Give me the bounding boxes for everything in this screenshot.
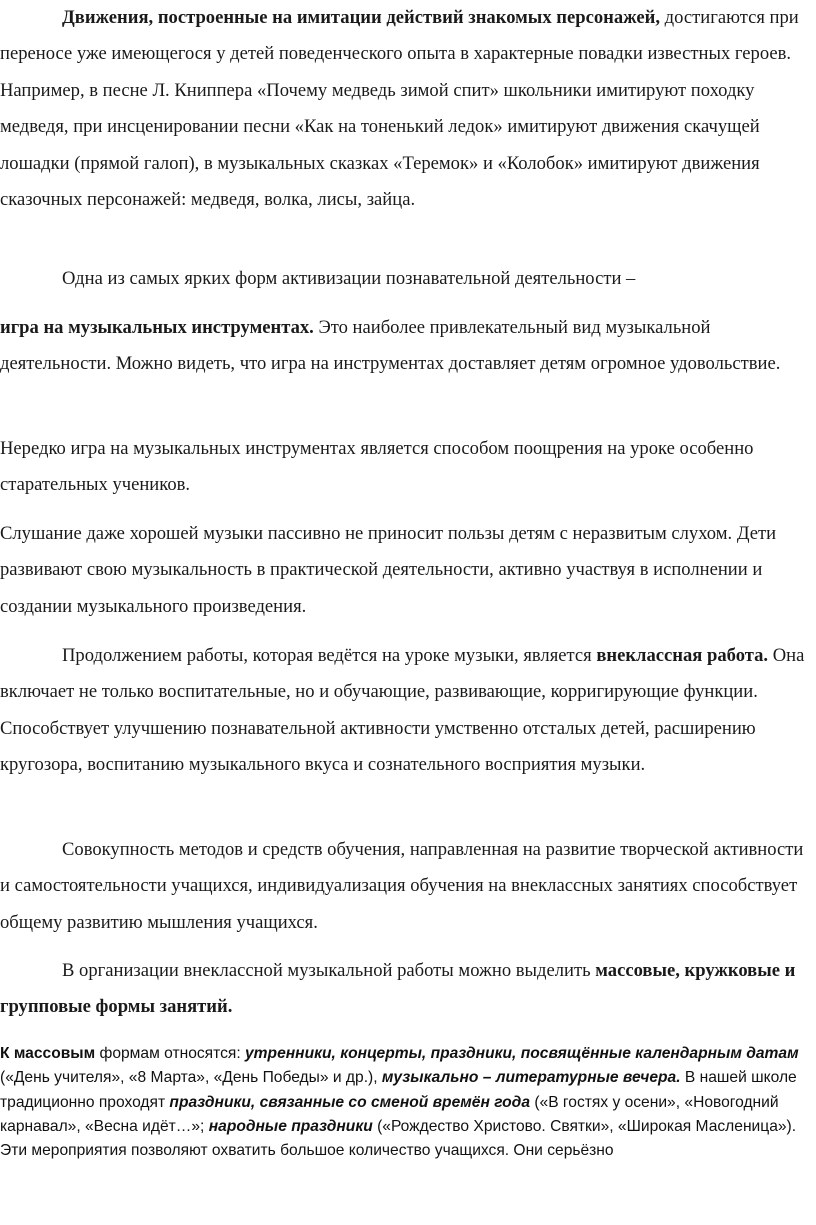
bold-italic-seasons: праздники, связанные со сменой времён года — [169, 1093, 530, 1111]
bold-italic-events: утренники, концерты, праздники, посвящённые календарным датам — [245, 1045, 799, 1062]
bold-mass: К массовым — [0, 1045, 96, 1062]
paragraph-forms — [0, 953, 812, 1026]
paragraph-imitation-movements — [0, 0, 812, 218]
paragraph-text: Она включает не только воспитательные, но и обучающие, развивающие, корригирующие функции. Способствует улучшению познавательной активности умственно отсталых детей, расширению кругозора, воспитанию музыкального вкуса и сознательного восприятия музыки. — [0, 645, 805, 776]
paragraph-extracurricular — [0, 638, 812, 784]
bold-extracurricular: внеклассная работа. — [596, 645, 769, 666]
paragraph-listening — [0, 516, 812, 625]
bold-lead-instruments: игра на музыкальных инструментах. — [0, 317, 314, 338]
paragraph-text: В организации внеклассной музыкальной работы можно выделить — [62, 960, 596, 981]
paragraph-text: В нашей школе традиционно проходят — [0, 1069, 797, 1111]
paragraph-text: («В гостях у осени», «Новогодний карнавал», «Весна идёт…»; — [0, 1093, 779, 1135]
paragraph-instruments — [0, 310, 812, 383]
paragraph-mass-forms — [0, 1042, 812, 1163]
paragraph-text: формам относятся: — [95, 1045, 245, 1062]
bold-italic-literary: музыкально – литературные вечера. — [381, 1069, 681, 1087]
paragraph-text: («День учителя», «8 Марта», «День Победы» и др.), — [0, 1069, 382, 1087]
paragraph-text: Одна из самых ярких форм активизации познавательной деятельности – — [62, 268, 636, 289]
paragraph-activation-forms — [0, 261, 812, 297]
paragraph-text: Слушание даже хорошей музыки пассивно не приносит пользы детям с неразвитым слухом. Дети развивают свою музыкальность в практической деятельности, активно участвуя в исполнении и создании музыкального произведения. — [0, 523, 777, 617]
bold-forms: массовые, кружковые и групповые формы занятий. — [0, 960, 796, 1018]
paragraph-methods — [0, 832, 812, 941]
paragraph-text: Совокупность методов и средств обучения, направленная на развитие творческой активности и самостоятельности учащихся, индивидуализация обучения на внеклассных занятиях способствует общему развитию мышления учащихся. — [0, 839, 804, 933]
bold-italic-folk: народные праздники — [208, 1117, 373, 1135]
paragraph-text: Нередко игра на музыкальных инструментах является способом поощрения на уроке особенно старательных учеников. — [0, 438, 754, 496]
paragraph-reward — [0, 431, 812, 504]
paragraph-text: Это наиболее привлекательный вид музыкальной деятельности. Можно видеть, что игра на инструментах доставляет детям огромное удовольствие. — [0, 317, 781, 375]
paragraph-text: Продолжением работы, которая ведётся на уроке музыки, является — [62, 645, 597, 666]
paragraph-text: достигаются при переносе уже имеющегося у детей поведенческого опыта в характерные повадки известных героев. Например, в песне Л. Книппера «Почему медведь зимой спит» школьники имитируют походку медведя, при инсценировании песни «Как на тоненький ледок» имитируют движения скачущей лошадки (прямой галоп), в музыкальных сказках «Теремок» и «Колобок» имитируют движения сказочных персонажей: медведя, волка, лисы, зайца. — [0, 7, 799, 211]
bold-lead-imitation: Движения, построенные на имитации действий знакомых персонажей, — [62, 7, 660, 28]
paragraph-text: («Рождество Христово. Святки», «Широкая Масленица»). Эти мероприятия позволяют охватить большое количество учащихся. Они серьёзно — [0, 1117, 797, 1160]
